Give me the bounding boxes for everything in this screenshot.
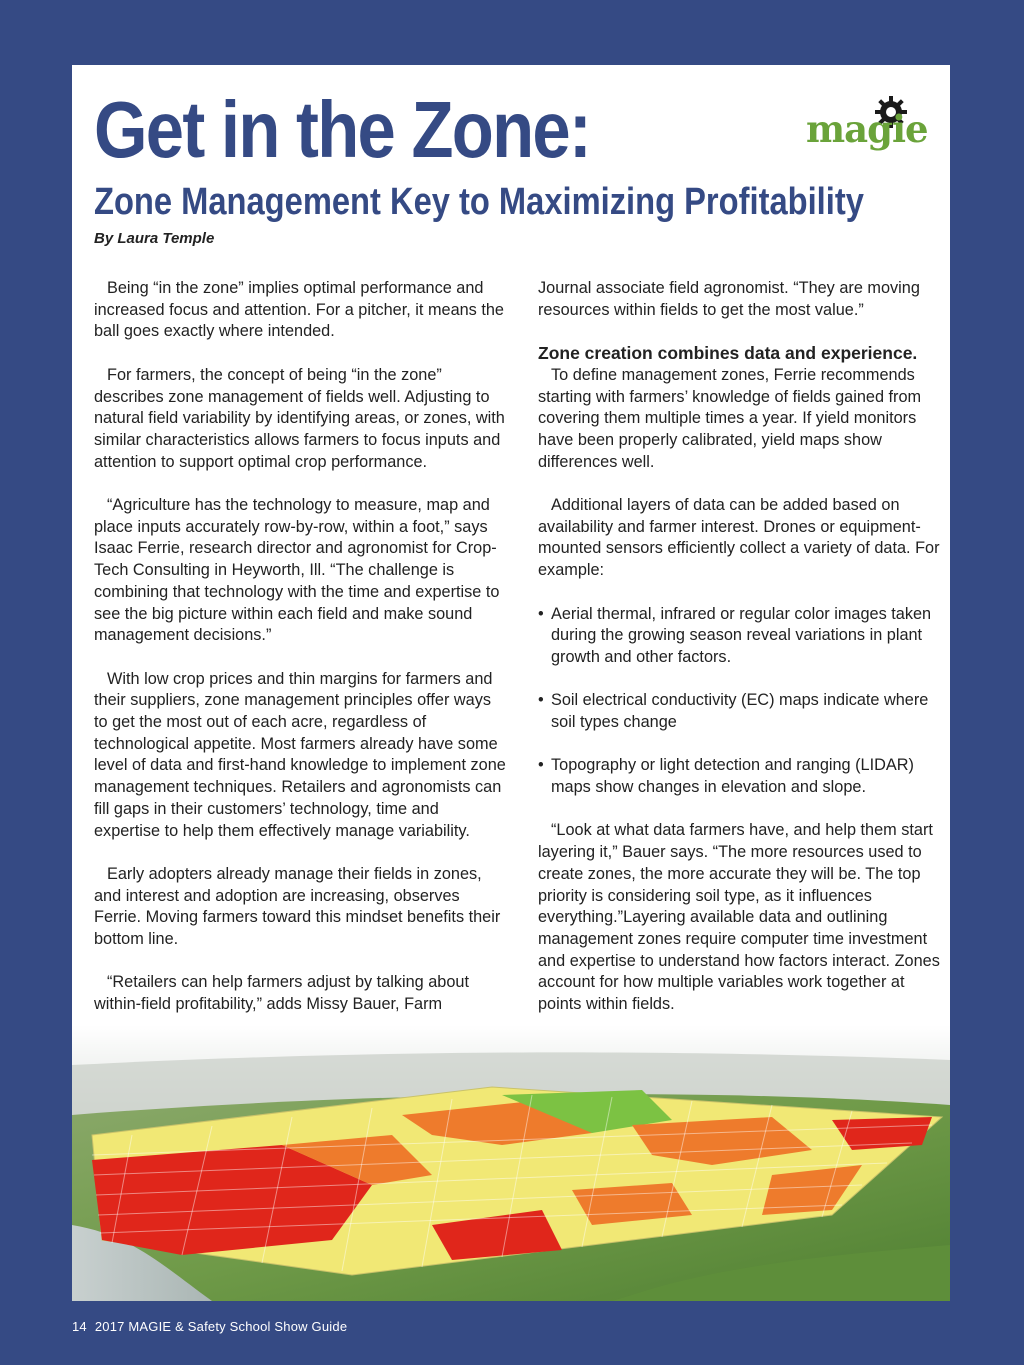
byline: By Laura Temple [94, 230, 215, 247]
paragraph: Being “in the zone” implies optimal performance and increased focus and attention. For a pitcher, it means the ball goes exactly where intended. [94, 279, 504, 341]
page-footer [72, 1319, 355, 1334]
zone-map-field-image [72, 1025, 950, 1301]
paragraph: “Retailers can help farmers adjust by talking about within-field profitability,” adds Missy Bauer, Farm [94, 973, 469, 1014]
bullet-dot: • [538, 604, 544, 623]
bullet-dot: • [538, 691, 544, 710]
paragraph: With low crop prices and thin margins for farmers and their suppliers, zone management principles offer ways to get the most out of each acre, regardless of technological appetite. Most farmers already have some level of data and first-hand knowledge to implement zone management techniques. Retailers and agronomists can fill gaps in their customers’ technology, time and expertise to help them effectively manage variability. [94, 669, 506, 840]
paragraph: For farmers, the concept of being “in the zone” describes zone management of fields well. Adjusting to natural field variability by identifying areas, or zones, with similar characteristics allows farmers to focus inputs and attention to support optimal crop performance. [94, 365, 505, 471]
paragraph: Additional layers of data can be added based on availability and farmer interest. Drones or equipment-mounted sensors efficiently collect a variety of data. For example: [538, 496, 940, 580]
bullet-text: Topography or light detection and ranging (LIDAR) maps show changes in elevation and slope. [551, 756, 914, 797]
publication-name: 2017 MAGIE & Safety School Show Guide [94, 1319, 348, 1334]
left-column [94, 278, 506, 1038]
section-heading: Zone creation combines data and experience. [538, 343, 918, 364]
article-subtitle: Zone Management Key to Maximizing Profitability [94, 181, 864, 223]
paragraph: Early adopters already manage their fields in zones, and interest and adoption are increasing, observes Ferrie. Moving farmers toward this mindset benefits their bottom line. [94, 864, 501, 949]
page-number: 14 [72, 1319, 87, 1334]
right-column [538, 278, 948, 1059]
bullet-item [538, 755, 948, 798]
bullet-text: Aerial thermal, infrared or regular color images taken during the growing season reveal variations in plant growth and other factors. [551, 604, 932, 666]
paragraph: Journal associate field agronomist. “They are moving resources within fields to get the most value.” [538, 279, 920, 319]
paragraph: “Agriculture has the technology to measure, map and place inputs accurately row-by-row, within a foot,” says Isaac Ferrie, research director and agronomist for Crop-Tech Consulting in Heyworth, Ill. “The challenge is combining that technology with the time and expertise to see the big picture within each field and make sound management decisions.” [94, 496, 500, 645]
bullet-dot: • [538, 756, 544, 775]
logo-wordmark: magie [806, 107, 928, 151]
paragraph: “Look at what data farmers have, and help them start layering it,” Bauer says. “The more resources used to create zones, the more accurate they will be. The top priority is considering soil type, as it influences everything.”Layering available data and outlining management zones require computer time investment and expertise to understand how factors interact. Zones account for how multiple variables work together at points within fields. [538, 821, 940, 1014]
bullet-item [538, 604, 948, 669]
magie-logo [804, 93, 928, 157]
bullet-text: Soil electrical conductivity (EC) maps indicate where soil types change [551, 691, 929, 731]
article-page [72, 65, 950, 1301]
bullet-item [538, 690, 948, 733]
article-title: Get in the Zone: [94, 85, 591, 174]
paragraph: To define management zones, Ferrie recommends starting with farmers’ knowledge of fields gained from covering them multiple times a year. If yield monitors have been properly calibrated, yield maps show differences well. [538, 365, 922, 471]
